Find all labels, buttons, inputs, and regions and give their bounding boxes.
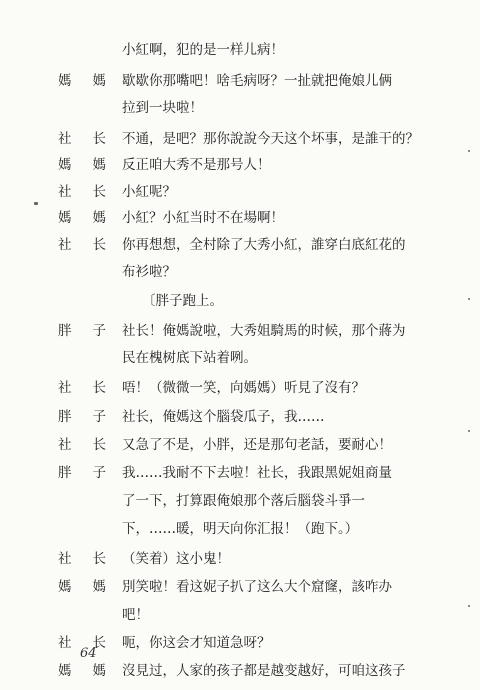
print-speck xyxy=(468,150,470,152)
speaker-char: 子 xyxy=(92,323,106,339)
line-text: 下，……暖，明天向你汇报！（跑下。） xyxy=(122,521,359,537)
line-text: 民在槐树底下站着咧。 xyxy=(122,350,257,366)
stage-direction: 〔胖子跑上。 xyxy=(142,293,223,309)
speaker-char: 媽 xyxy=(58,663,72,679)
speaker-char: 媽 xyxy=(58,73,72,89)
speaker-name xyxy=(58,376,106,400)
line-text: 又急了不是，小胖，还是那句老話，要耐心！ xyxy=(122,437,392,453)
speaker-char: 子 xyxy=(92,465,106,481)
speaker-name xyxy=(58,69,106,93)
page-number: 64 xyxy=(80,646,97,661)
speaker-char: 媽 xyxy=(92,210,106,226)
continuation-line xyxy=(0,517,480,541)
dialogue-line xyxy=(0,547,480,571)
speaker-name xyxy=(58,659,106,683)
print-speck xyxy=(468,298,470,300)
dialogue-line xyxy=(0,153,480,177)
speaker-char: 媽 xyxy=(92,663,106,679)
speaker-name xyxy=(58,405,106,429)
print-speck xyxy=(34,202,38,205)
dialogue-line xyxy=(0,127,480,151)
print-speck xyxy=(468,430,470,432)
line-text: 社长！俺媽說啦，大秀姐騎馬的时候，那个蔣为 xyxy=(122,323,406,339)
speaker-char: 媽 xyxy=(58,579,72,595)
dialogue-line xyxy=(0,376,480,400)
line-text: 你再想想，全村除了大秀小紅，誰穿白底紅花的 xyxy=(122,237,406,253)
line-text: 不通，是吧？那你說說今天这个坏事，是誰干的？ xyxy=(122,131,419,147)
speaker-char: 社 xyxy=(58,635,72,651)
speaker-name xyxy=(58,575,106,599)
line-text: 呃，你这会才知道急呀？ xyxy=(122,635,271,651)
dialogue-line xyxy=(0,575,480,599)
continuation-line xyxy=(0,96,480,120)
continuation-line xyxy=(0,38,480,62)
line-text: （笑着）这小鬼！ xyxy=(122,551,230,567)
line-text: 別笑啦！看这妮子扒了这么大个窟窿，該咋办 xyxy=(122,579,392,595)
dialogue-line xyxy=(0,631,480,655)
speaker-char: 媽 xyxy=(92,157,106,173)
speaker-char: 媽 xyxy=(92,579,106,595)
line-text: 社长，俺媽这个腦袋瓜子，我…… xyxy=(122,409,325,425)
line-text: 小紅啊，犯的是一样儿病！ xyxy=(122,42,284,58)
line-text: 唔！（微微一笑，向媽媽）听見了沒有？ xyxy=(122,380,365,396)
speaker-char: 媽 xyxy=(58,210,72,226)
speaker-char: 长 xyxy=(92,437,106,453)
line-text: 吧！ xyxy=(122,607,149,623)
speaker-char: 长 xyxy=(92,551,106,567)
speaker-char: 社 xyxy=(58,237,72,253)
line-text: 歇歇你那嘴吧！啥毛病呀？一扯就把俺娘儿俩 xyxy=(122,73,392,89)
dialogue-line xyxy=(0,659,480,683)
speaker-char: 社 xyxy=(58,551,72,567)
speaker-name xyxy=(58,547,106,571)
dialogue-line xyxy=(0,180,480,204)
line-text: 小紅？小紅当时不在場啊！ xyxy=(122,210,284,226)
continuation-line xyxy=(0,603,480,627)
speaker-name xyxy=(58,233,106,257)
dialogue-line xyxy=(0,319,480,343)
continuation-line xyxy=(0,489,480,513)
line-text: 反正咱大秀不是那号人！ xyxy=(122,157,271,173)
stage-direction-line xyxy=(0,289,480,313)
speaker-name xyxy=(58,319,106,343)
speaker-char: 胖 xyxy=(58,465,72,481)
speaker-name xyxy=(58,180,106,204)
speaker-char: 媽 xyxy=(92,73,106,89)
speaker-char: 胖 xyxy=(58,323,72,339)
dialogue-line xyxy=(0,405,480,429)
speaker-char: 长 xyxy=(92,237,106,253)
print-speck xyxy=(468,605,470,607)
speaker-char: 社 xyxy=(58,380,72,396)
speaker-char: 社 xyxy=(58,184,72,200)
speaker-name xyxy=(58,127,106,151)
dialogue-line xyxy=(0,433,480,457)
speaker-name xyxy=(58,461,106,485)
line-text: 小紅呢？ xyxy=(122,184,176,200)
line-text: 沒見过，人家的孩子都是越变越好，可咱这孩子 xyxy=(122,663,406,679)
speaker-name xyxy=(58,153,106,177)
line-text: 布衫啦？ xyxy=(122,264,176,280)
dialogue-line xyxy=(0,69,480,93)
speaker-char: 社 xyxy=(58,437,72,453)
speaker-char: 长 xyxy=(92,184,106,200)
line-text: 我……我耐不下去啦！社长，我跟黑妮姐商量 xyxy=(122,465,392,481)
continuation-line xyxy=(0,260,480,284)
line-text: 了一下，打算跟俺娘那个落后腦袋斗爭一 xyxy=(122,493,365,509)
speaker-char: 长 xyxy=(92,380,106,396)
speaker-name xyxy=(58,206,106,230)
speaker-char: 长 xyxy=(92,131,106,147)
continuation-line xyxy=(0,346,480,370)
speaker-name xyxy=(58,433,106,457)
speaker-char: 媽 xyxy=(58,157,72,173)
speaker-char: 子 xyxy=(92,409,106,425)
speaker-char: 社 xyxy=(58,131,72,147)
speaker-char: 胖 xyxy=(58,409,72,425)
speaker-char: 长 xyxy=(92,635,106,651)
dialogue-line xyxy=(0,206,480,230)
line-text: 拉到一块啦！ xyxy=(122,100,203,116)
dialogue-line xyxy=(0,233,480,257)
dialogue-line xyxy=(0,461,480,485)
